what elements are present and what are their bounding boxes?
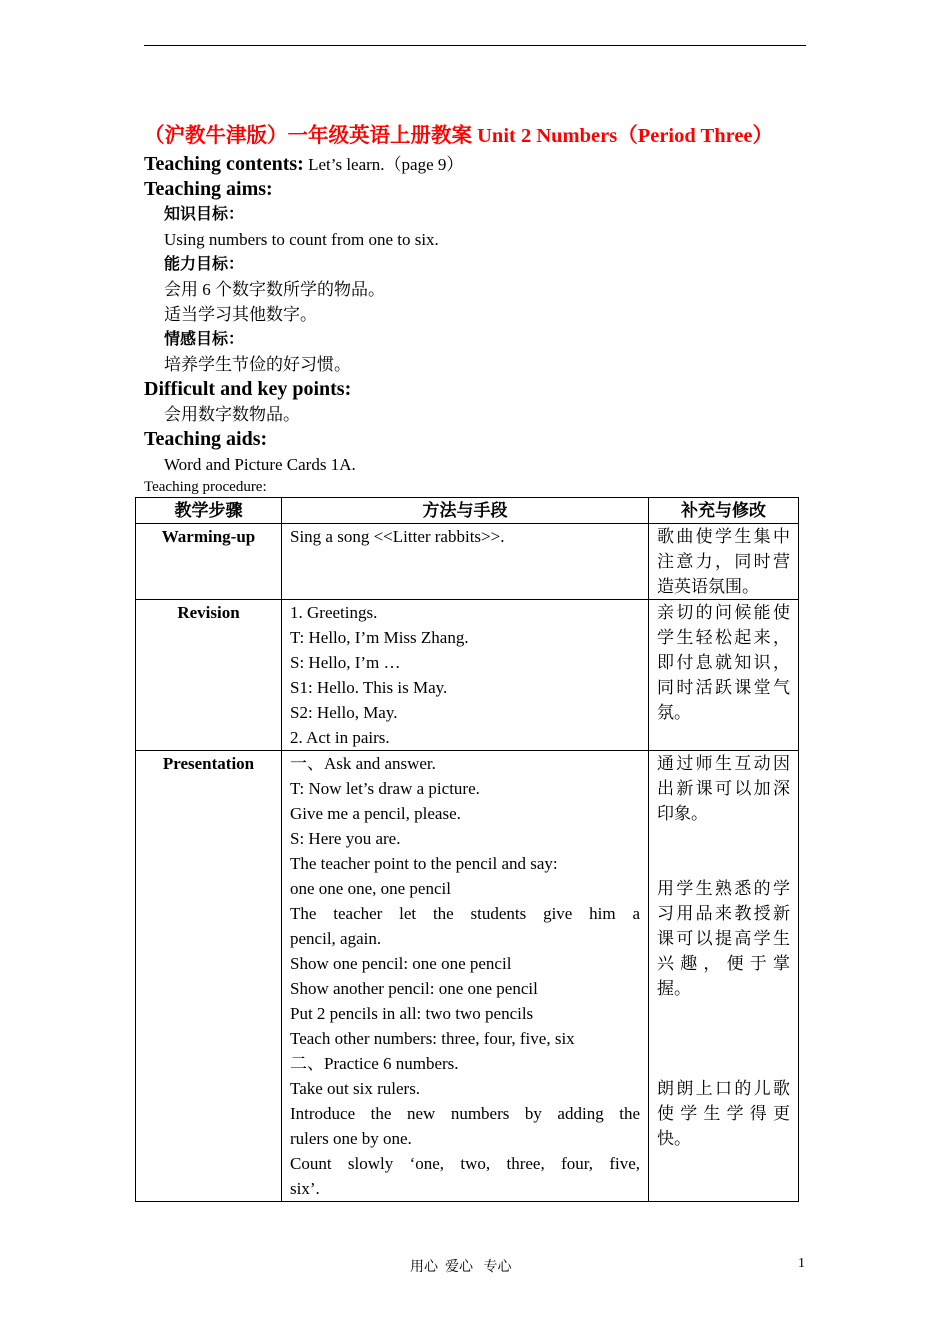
methods-cell [282, 751, 649, 1202]
method-line: Show another pencil: one one pencil [290, 979, 538, 998]
teaching-contents [144, 152, 806, 177]
note-text: 用学生熟悉的学习用品来教授新课可以提高学生兴趣，便于掌握。 [657, 879, 790, 998]
method-line: T: Now let’s draw a picture. [290, 779, 480, 798]
header-step: 教学步骤 [136, 498, 282, 524]
step-cell: Warming-up [136, 524, 282, 600]
teaching-aids-heading: Teaching aids: [144, 428, 268, 450]
method-line: Introduce the new numbers by adding the [290, 1104, 640, 1123]
method-line: rulers one by one. [290, 1129, 412, 1148]
teaching-aids-text: Word and Picture Cards 1A. [164, 455, 356, 474]
step-cell: Presentation [136, 751, 282, 1202]
teaching-contents-text: Let’s learn.（page 9） [303, 155, 464, 174]
method-line: The teacher point to the pencil and say: [290, 854, 558, 873]
step-cell: Revision [136, 600, 282, 751]
method-line: Sing a song <<Litter rabbits>>. [290, 527, 505, 546]
notes-cell [649, 751, 799, 1202]
document-title: （沪教牛津版）一年级英语上册教案 Unit 2 Numbers（Period Three） [144, 125, 774, 147]
method-line: pencil, again. [290, 929, 382, 948]
method-line: S: Hello, I’m … [290, 653, 401, 672]
method-line: S1: Hello. This is May. [290, 678, 448, 697]
method-line: T: Hello, I’m Miss Zhang. [290, 628, 469, 647]
note-text: 通过师生互动因出新课可以加深印象。 [657, 754, 790, 823]
method-line: The teacher let the students give him a [290, 904, 640, 923]
emotion-aim-label: 情感目标： [164, 331, 245, 348]
method-line: Teach other numbers: three, four, five, six [290, 1029, 575, 1048]
method-line: Show one pencil: one one pencil [290, 954, 512, 973]
methods-cell [282, 600, 649, 751]
ability-aim-label: 能力目标： [164, 256, 245, 273]
method-line: 1. Greetings. [290, 603, 378, 622]
note-text: 亲切的问候能使学生轻松起来，即付息就知识，同时活跃课堂气氛。 [657, 603, 790, 722]
document-body [144, 120, 806, 498]
methods-cell [282, 524, 649, 600]
emotion-aim-text: 培养学生节俭的好习惯。 [164, 355, 351, 374]
knowledge-aim-label: 知识目标： [164, 206, 245, 223]
header-rule [144, 45, 806, 46]
footer-motto: 用心 爱心 专心 [410, 1260, 512, 1275]
method-line: 一、Ask and answer. [290, 754, 436, 773]
notes-cell [649, 524, 799, 600]
knowledge-aim-text: Using numbers to count from one to six. [164, 230, 439, 249]
note-text: 朗朗上口的儿歌使学生学得更快。 [657, 1079, 790, 1148]
key-points-text: 会用数字数物品。 [164, 405, 300, 424]
method-line: one one one, one pencil [290, 879, 451, 898]
table-header-row [136, 498, 799, 524]
method-line: Take out six rulers. [290, 1079, 421, 1098]
table-row [136, 524, 799, 600]
method-line: Put 2 pencils in all: two two pencils [290, 1004, 534, 1023]
procedure-table [135, 497, 799, 1202]
header-methods: 方法与手段 [282, 498, 649, 524]
method-line: S: Here you are. [290, 829, 401, 848]
method-line: S2: Hello, May. [290, 703, 398, 722]
method-line: Count slowly ‘one, two, three, four, five, [290, 1154, 640, 1173]
teaching-contents-label: Teaching contents: [144, 153, 304, 175]
page-number: 1 [798, 1256, 805, 1271]
table-row [136, 600, 799, 751]
method-line: Give me a pencil, please. [290, 804, 461, 823]
header-notes: 补充与修改 [649, 498, 799, 524]
method-line: 2. Act in pairs. [290, 728, 390, 747]
method-line: six’. [290, 1179, 320, 1198]
teaching-procedure-label: Teaching procedure: [144, 479, 267, 495]
note-text: 歌曲使学生集中注意力，同时营造英语氛围。 [657, 527, 790, 596]
ability-aim-text: 适当学习其他数字。 [164, 305, 317, 324]
table-row [136, 751, 799, 1202]
key-points-heading: Difficult and key points: [144, 378, 352, 400]
method-line: 二、Practice 6 numbers. [290, 1054, 459, 1073]
ability-aim-text: 会用 6 个数字数所学的物品。 [164, 280, 385, 299]
teaching-aims-heading: Teaching aims: [144, 178, 273, 200]
notes-cell [649, 600, 799, 751]
